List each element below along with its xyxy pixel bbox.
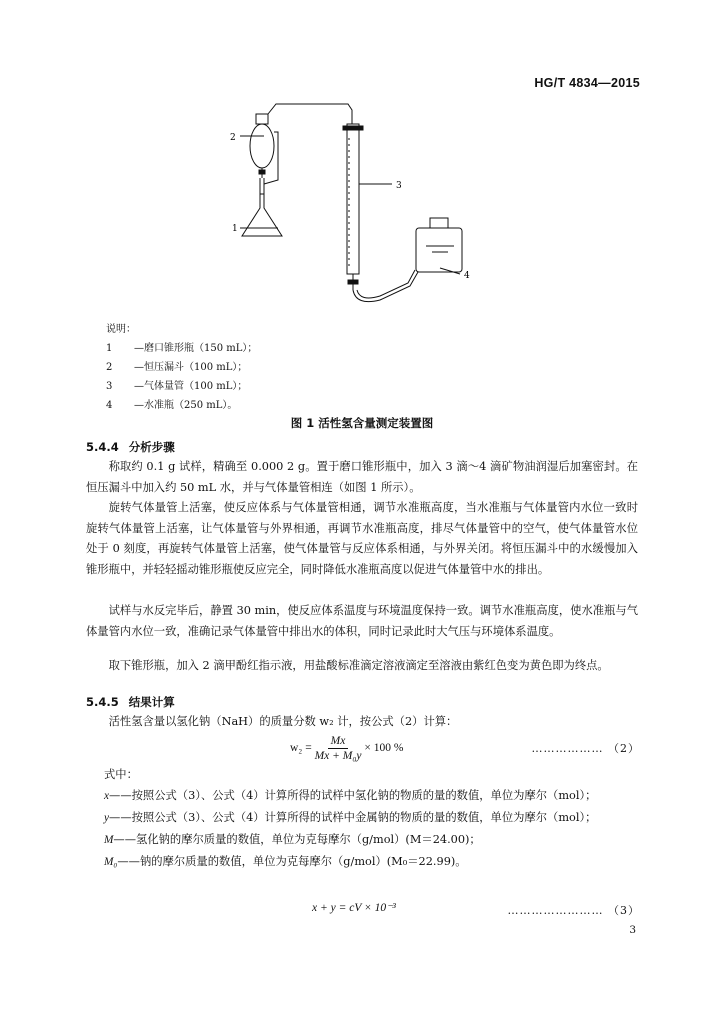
section-number: 5.4.4 bbox=[86, 440, 119, 454]
variable-item bbox=[104, 829, 640, 851]
variable-item bbox=[104, 785, 640, 807]
figure-legend bbox=[106, 320, 257, 415]
legend-title: 说明： bbox=[106, 324, 136, 335]
legend-item bbox=[106, 358, 257, 377]
variable-desc: ——按照公式（3）、公式（4）计算所得的试样中氢化钠的物质的量的数值，单位为摩尔（mol）； bbox=[109, 789, 597, 802]
figure-label-1: 1 bbox=[232, 224, 238, 234]
legend-item bbox=[106, 339, 257, 358]
equation-2 bbox=[290, 734, 403, 763]
legend-text: —磨口锥形瓶（150 mL）； bbox=[134, 343, 258, 354]
figure-caption: 图 1 活性氢含量测定装置图 bbox=[290, 416, 434, 430]
paragraph: 称取约 0.1 g 试样，精确至 0.000 2 g。置于磨口锥形瓶中，加入 3 滴～4 滴矿物油润湿后加塞密封。在恒压漏斗中加入约 50 mL 水，并与气体量管相连（如图 1 所示）。 bbox=[86, 460, 638, 494]
formula-intro: 活性氢含量以氢化钠（NaH）的质量分数 w₂ 计，按公式（2）计算： bbox=[108, 715, 458, 728]
variable-desc: ——钠的摩尔质量的数值，单位为克每摩尔（g/mol）(M₀＝22.99)。 bbox=[117, 855, 467, 868]
legend-text: —水准瓶（250 mL）。 bbox=[134, 400, 238, 411]
section-number: 5.4.5 bbox=[86, 695, 119, 709]
section-heading-545 bbox=[86, 694, 175, 710]
figure-label-4: 4 bbox=[464, 271, 470, 281]
equation-tag: （3） bbox=[608, 904, 640, 917]
standard-code: HG/T 4834—2015 bbox=[534, 76, 640, 90]
section-title: 结果计算 bbox=[128, 695, 175, 709]
legend-num: 3 bbox=[106, 381, 113, 392]
eq-rhs: × 100 % bbox=[364, 742, 404, 755]
legend-num: 4 bbox=[106, 400, 113, 411]
legend-num: 1 bbox=[106, 343, 113, 354]
leader-dots: ……………… bbox=[531, 742, 604, 755]
legend-text: —恒压漏斗（100 mL）； bbox=[134, 362, 248, 373]
variable-desc: ——按照公式（3）、公式（4）计算所得的试样中金属钠的物质的量的数值，单位为摩尔（mol）； bbox=[109, 811, 597, 824]
eq-fraction bbox=[315, 734, 362, 763]
legend-text: —气体量管（100 mL）； bbox=[134, 381, 248, 392]
variable-item bbox=[104, 807, 640, 829]
variable-item bbox=[104, 851, 640, 873]
eq-numerator: Mx bbox=[328, 734, 349, 749]
variable-symbol: M₀ bbox=[104, 856, 118, 868]
eq-denominator: Mx + M₀y bbox=[314, 750, 362, 762]
where-label: 式中： bbox=[104, 768, 138, 781]
variable-symbol: x bbox=[104, 790, 110, 802]
legend-item bbox=[106, 377, 257, 396]
variable-list bbox=[104, 785, 640, 873]
equation-3: x + y = cV × 10⁻³ bbox=[312, 902, 396, 914]
figure-label-3: 3 bbox=[396, 181, 402, 191]
paragraph: 试样与水反完毕后，静置 30 min，使反应体系温度与环境温度保持一致。调节水准瓶高度，使水准瓶与气体量管内水位一致，准确记录气体量管中排出水的体积，同时记录此时大气压与环境体系温度。 bbox=[86, 604, 638, 638]
apparatus-diagram bbox=[220, 96, 480, 318]
eq3-number bbox=[508, 902, 641, 918]
legend-item bbox=[106, 396, 257, 415]
eq-lhs: w₂ = bbox=[290, 742, 312, 755]
variable-symbol: M bbox=[104, 834, 114, 846]
section-title: 分析步骤 bbox=[128, 440, 175, 454]
eq2-number bbox=[532, 740, 641, 756]
variable-symbol: y bbox=[104, 812, 110, 824]
variable-desc: ——氢化钠的摩尔质量的数值，单位为克每摩尔（g/mol）(M＝24.00)； bbox=[113, 833, 481, 846]
legend-num: 2 bbox=[106, 362, 113, 373]
paragraph: 旋转气体量管上活塞，使反应体系与气体量管相通，调节水准瓶高度，当水准瓶与气体量管内水位一致时旋转气体量管上活塞，让气体量管与外界相通，再调节水准瓶高度，排尽气体量管中的空气，使气体量管水位处于 0 刻度，再旋转气体量管上活塞，使气体量管与反应体系相通，与外界关闭。将恒压漏斗中的水缓慢加入锥形瓶中，并轻轻摇动锥形瓶使反应完全，同时降低水准瓶高度以促进气体量管中水的排出。 bbox=[86, 501, 638, 576]
page-number: 3 bbox=[629, 924, 636, 936]
paragraph: 取下锥形瓶，加入 2 滴甲酚红指示液，用盐酸标准滴定溶液滴定至溶液由紫红色变为黄色即为终点。 bbox=[108, 659, 609, 672]
equation-tag: （2） bbox=[608, 742, 640, 755]
leader-dots: …………………… bbox=[507, 904, 604, 917]
figure-label-2: 2 bbox=[230, 133, 236, 143]
section-heading-544 bbox=[86, 439, 175, 455]
